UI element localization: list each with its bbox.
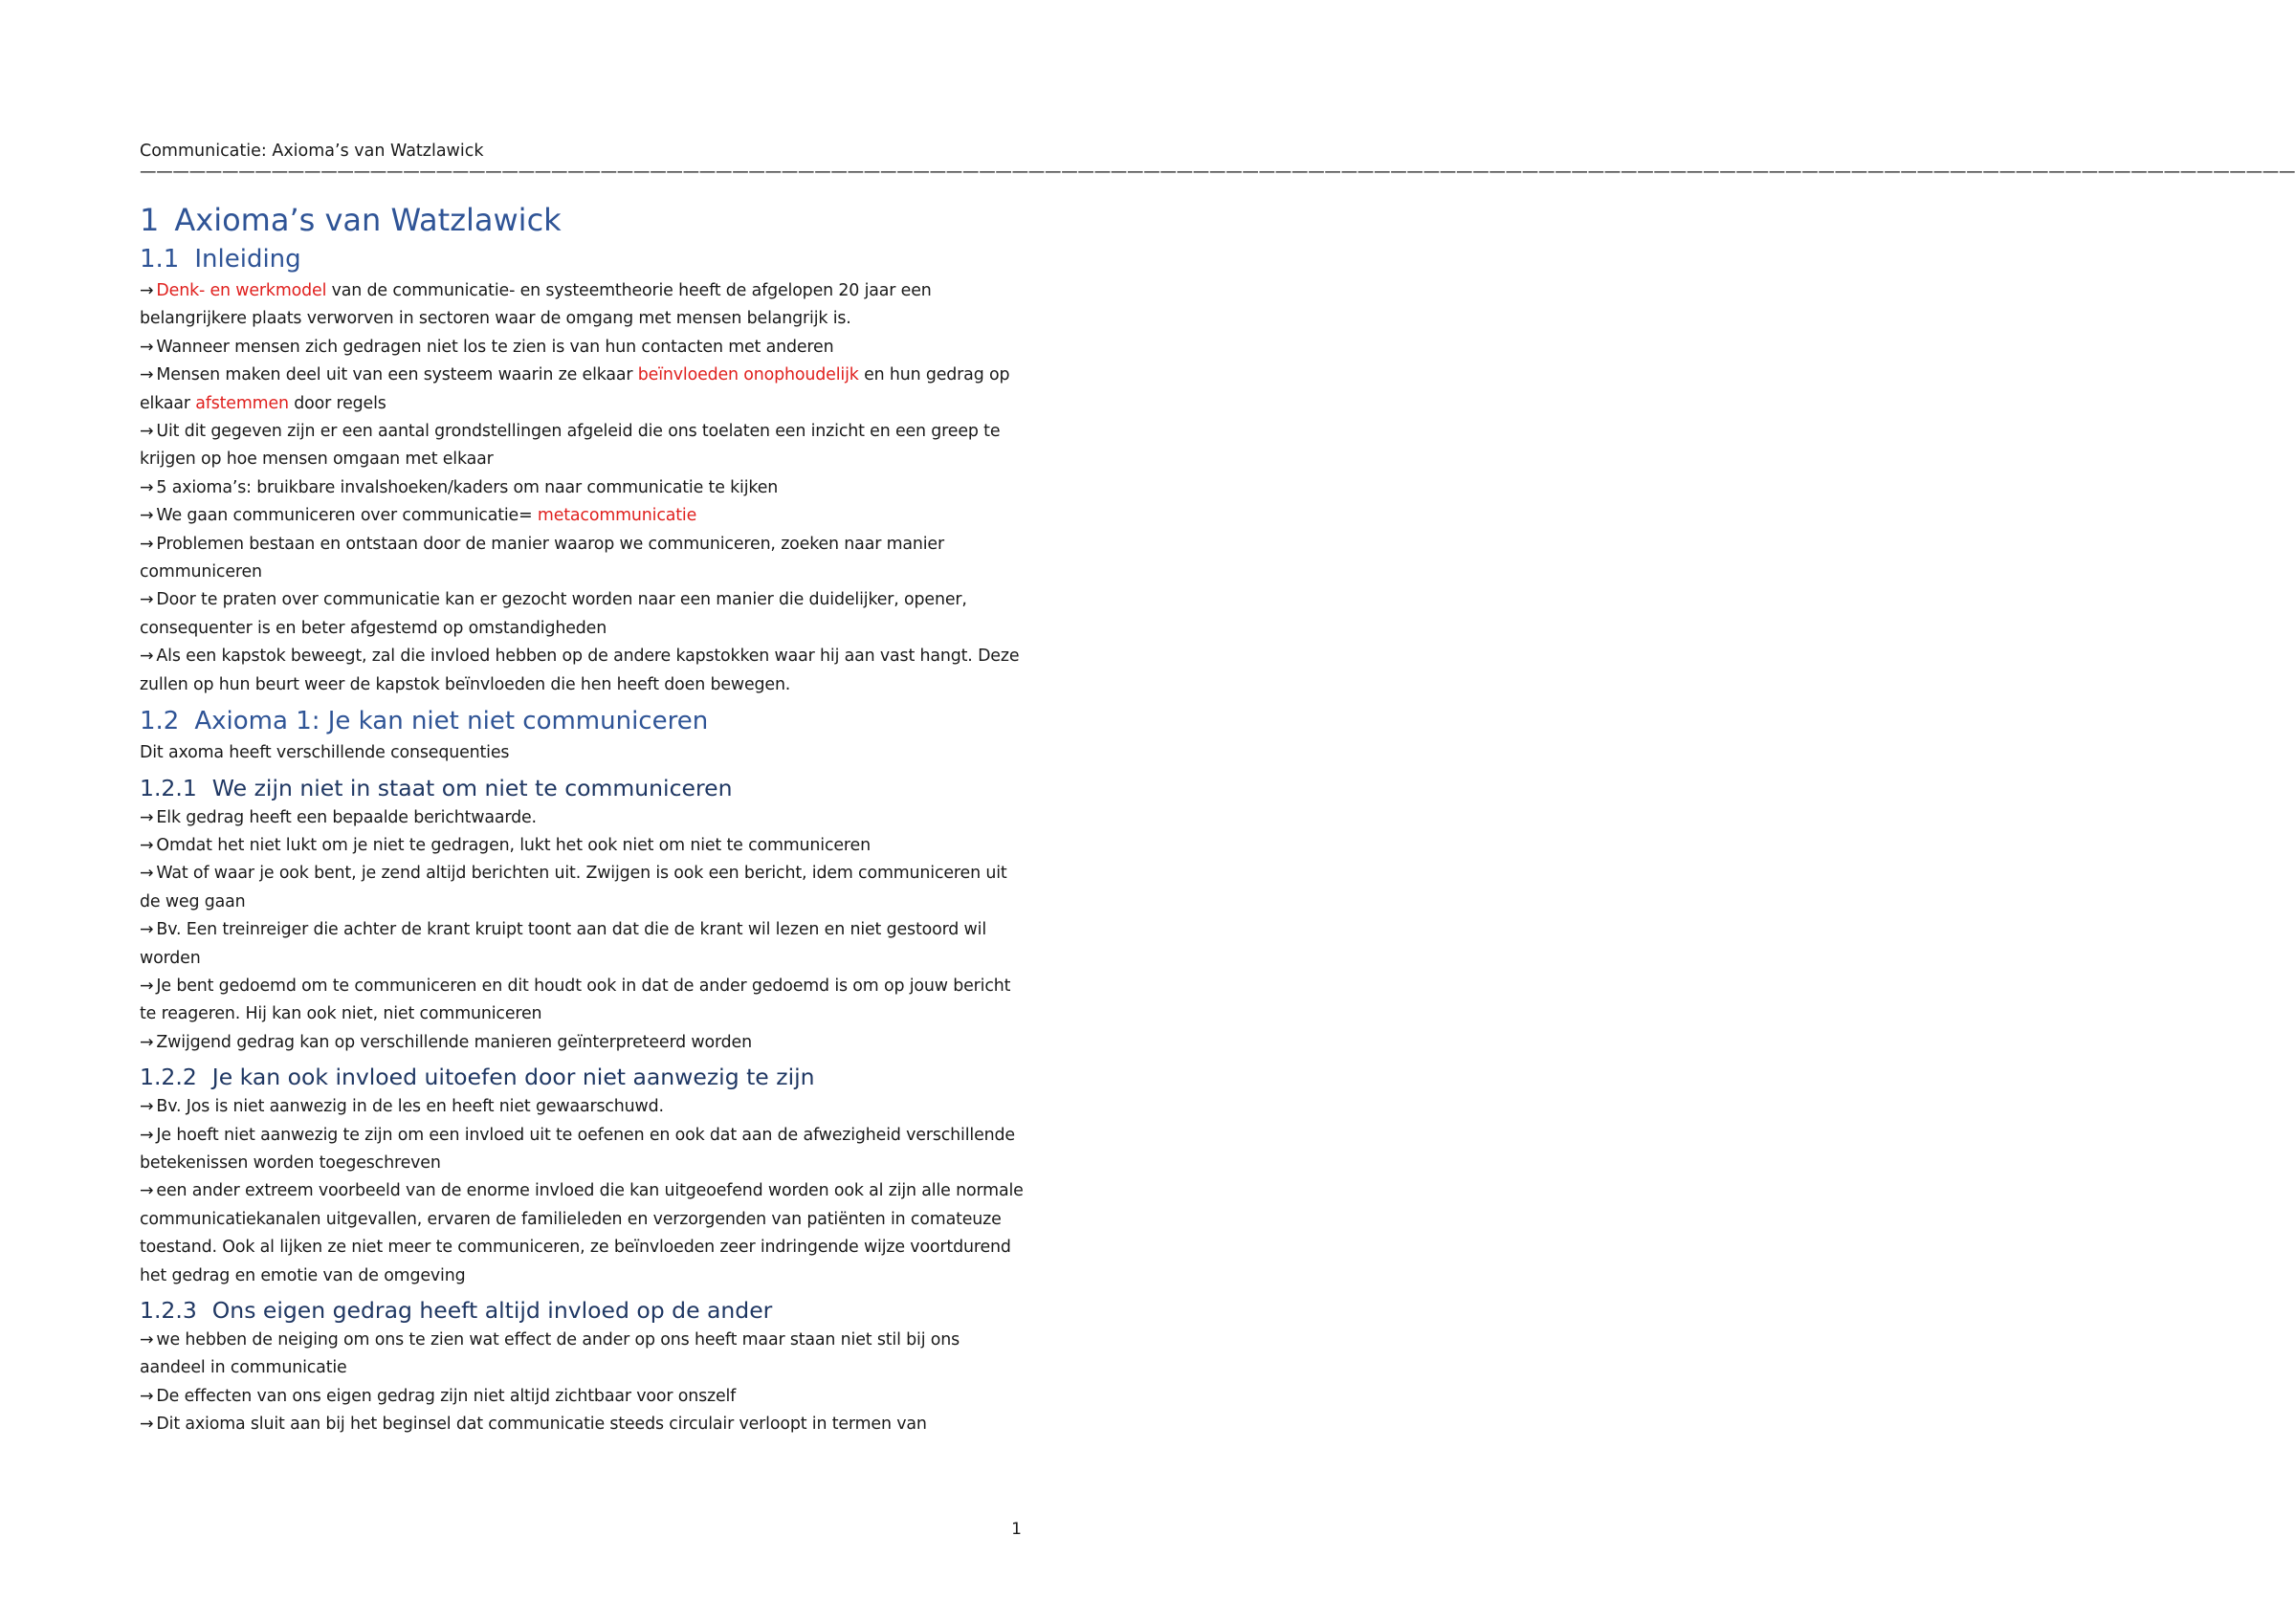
bullet-paragraph — [140, 1029, 1029, 1057]
page-number: 1 — [1011, 1520, 1022, 1539]
paragraph-text: een ander extreem voorbeeld van de enorme invloed die kan uitgeoefend worden ook al zijn alle normale communicatiekanalen uitgevallen, ervaren de familieleden en verzorgenden van patiënten in comateuze toestand. Ook al lijken ze niet meer te communiceren, ze beïnvloeden zeer indringende wijze voortdurend het gedrag en emotie van de omgeving — [140, 1181, 1024, 1285]
heading-number: 1.2 — [140, 707, 180, 736]
arrow-icon: → — [140, 477, 154, 497]
arrow-icon: → — [140, 976, 154, 996]
bullet-paragraph — [140, 277, 1029, 334]
paragraph-text: Bv. Een treinreiger die achter de krant kruipt toont aan dat die de krant wil lezen en niet gestoord wil worden — [140, 920, 986, 968]
arrow-icon: → — [140, 337, 154, 357]
paragraph-text: Je hoeft niet aanwezig te zijn om een invloed uit te oefenen en ook dat aan de afwezigheid verschillende betekenissen worden toegeschreven — [140, 1125, 1015, 1173]
highlight-text: beïnvloeden onophoudelijk — [637, 365, 859, 385]
paragraph-text: Je bent gedoemd om te communiceren en dit houdt ook in dat de ander gedoemd is om op jouw bericht te reageren. Hij kan ook niet, niet communiceren — [140, 976, 1011, 1024]
heading-number: 1.2.3 — [140, 1297, 197, 1324]
arrow-icon: → — [140, 864, 154, 884]
arrow-icon: → — [140, 1125, 154, 1145]
arrow-icon: → — [140, 534, 154, 554]
heading-inleiding — [140, 243, 1029, 275]
heading-text: Axioma 1: Je kan niet niet communiceren — [194, 707, 709, 736]
arrow-icon: → — [140, 1181, 154, 1201]
bullet-paragraph — [140, 502, 1029, 530]
heading-text: Je kan ook invloed uitoefen door niet aanwezig te zijn — [211, 1064, 815, 1091]
paragraph: Dit axoma heeft verschillende consequenties — [140, 743, 510, 763]
paragraph-text: we hebben de neiging om ons te zien wat effect de ander op ons heeft maar staan niet stil bij ons aandeel in communicatie — [140, 1330, 960, 1378]
bullet-paragraph — [140, 1327, 1029, 1383]
heading-1-2-1 — [140, 774, 1029, 802]
paragraph-text: Door te praten over communicatie kan er gezocht worden naar een manier die duidelijker, opener, consequenter is en beter afgestemd op omstandigheden — [140, 590, 967, 638]
heading-number: 1.1 — [140, 245, 180, 274]
arrow-icon: → — [140, 506, 154, 526]
highlight-text: Denk- en werkmodel — [156, 281, 327, 300]
paragraph-text: van de communicatie- en systeemtheorie heeft de afgelopen 20 jaar een belangrijkere plaats verworven in sectoren waar de omgang met mensen belangrijk is. — [140, 281, 932, 329]
heading-1 — [140, 201, 1029, 239]
paragraph-text: We gaan communiceren over communicatie= — [156, 506, 538, 526]
bullet-paragraph — [140, 643, 1029, 699]
paragraph-text: Wat of waar je ook bent, je zend altijd berichten uit. Zwijgen is ook een bericht, idem communiceren uit de weg gaan — [140, 864, 1007, 911]
arrow-icon: → — [140, 1032, 154, 1052]
paragraph-text: Wanneer mensen zich gedragen niet los te zien is van hun contacten met anderen — [156, 337, 834, 357]
heading-1-2-2 — [140, 1063, 1029, 1091]
arrow-icon: → — [140, 1386, 154, 1406]
paragraph-text: Uit dit gegeven zijn er een aantal grondstellingen afgeleid die ons toelaten een inzicht en een greep te krijgen op hoe mensen omgaan met elkaar — [140, 422, 1001, 470]
bullet-paragraph — [140, 1177, 1029, 1290]
paragraph-text: Mensen maken deel uit van een systeem waarin ze elkaar — [156, 365, 638, 385]
document-header: Communicatie: Axioma’s van Watzlawick — [140, 142, 484, 161]
bullet-paragraph — [140, 1093, 1029, 1121]
bullet-paragraph — [140, 860, 1029, 916]
paragraph-text: Bv. Jos is niet aanwezig in de les en heeft niet gewaarschuwd. — [156, 1097, 664, 1117]
paragraph-text: De effecten van ons eigen gedrag zijn niet altijd zichtbaar voor onszelf — [156, 1386, 737, 1406]
page-content — [140, 140, 2295, 1439]
highlight-text: afstemmen — [195, 393, 289, 413]
bullet-paragraph — [140, 1383, 1029, 1411]
bullet-paragraph — [140, 531, 1029, 587]
heading-number: 1.2.2 — [140, 1064, 197, 1091]
arrow-icon: → — [140, 590, 154, 610]
bullet-paragraph — [140, 362, 1029, 418]
heading-text: Axioma’s van Watzlawick — [174, 202, 562, 238]
paragraph-text: Als een kapstok beweegt, zal die invloed hebben op de andere kapstokken waar hij aan vast hangt. Deze zullen op hun beurt weer de kapstok beïnvloeden die hen heeft doen bewegen. — [140, 647, 1020, 694]
highlight-text: metacommunicatie — [537, 506, 697, 526]
arrow-icon: → — [140, 807, 154, 827]
bullet-paragraph — [140, 973, 1029, 1029]
heading-text: We zijn niet in staat om niet te communiceren — [211, 774, 733, 801]
arrow-icon: → — [140, 835, 154, 855]
arrow-icon: → — [140, 647, 154, 667]
heading-1-2-3 — [140, 1296, 1029, 1325]
arrow-icon: → — [140, 365, 154, 385]
paragraph-text: en hun gedrag op elkaar — [140, 365, 1010, 413]
bullet-paragraph — [140, 1411, 1029, 1438]
arrow-icon: → — [140, 1415, 154, 1435]
paragraph-text: 5 axioma’s: bruikbare invalshoeken/kaders om naar communicatie te kijken — [156, 477, 779, 497]
heading-number: 1 — [140, 202, 160, 238]
paragraph-text: Problemen bestaan en ontstaan door de manier waarop we communiceren, zoeken naar manier communiceren — [140, 534, 944, 582]
arrow-icon: → — [140, 1330, 154, 1350]
arrow-icon: → — [140, 422, 154, 442]
paragraph-text: Elk gedrag heeft een bepaalde berichtwaarde. — [156, 807, 537, 827]
bullet-paragraph — [140, 418, 1029, 474]
bullet-paragraph — [140, 1122, 1029, 1178]
header-rule: ——————————————————————————————————————————————————————————————————————————————————————————————————————————————————————————————————— — [140, 163, 2295, 182]
paragraph-text: Dit axioma sluit aan bij het beginsel dat communicatie steeds circulair verloopt in termen van — [156, 1415, 927, 1435]
arrow-icon: → — [140, 1097, 154, 1117]
paragraph-text: door regels — [288, 393, 386, 413]
bullet-paragraph — [140, 334, 1029, 362]
heading-text: Inleiding — [194, 245, 301, 274]
paragraph-text: Omdat het niet lukt om je niet te gedragen, lukt het ook niet om niet te communiceren — [156, 835, 871, 855]
bullet-paragraph — [140, 474, 1029, 502]
arrow-icon: → — [140, 920, 154, 940]
heading-text: Ons eigen gedrag heeft altijd invloed op de ander — [211, 1297, 773, 1324]
paragraph-text: Zwijgend gedrag kan op verschillende manieren geïnterpreteerd worden — [156, 1032, 752, 1052]
arrow-icon: → — [140, 281, 154, 300]
bullet-paragraph — [140, 586, 1029, 643]
bullet-paragraph — [140, 804, 1029, 832]
heading-axioma-1 — [140, 705, 1029, 737]
bullet-paragraph — [140, 916, 1029, 973]
heading-number: 1.2.1 — [140, 774, 197, 801]
bullet-paragraph — [140, 832, 1029, 860]
